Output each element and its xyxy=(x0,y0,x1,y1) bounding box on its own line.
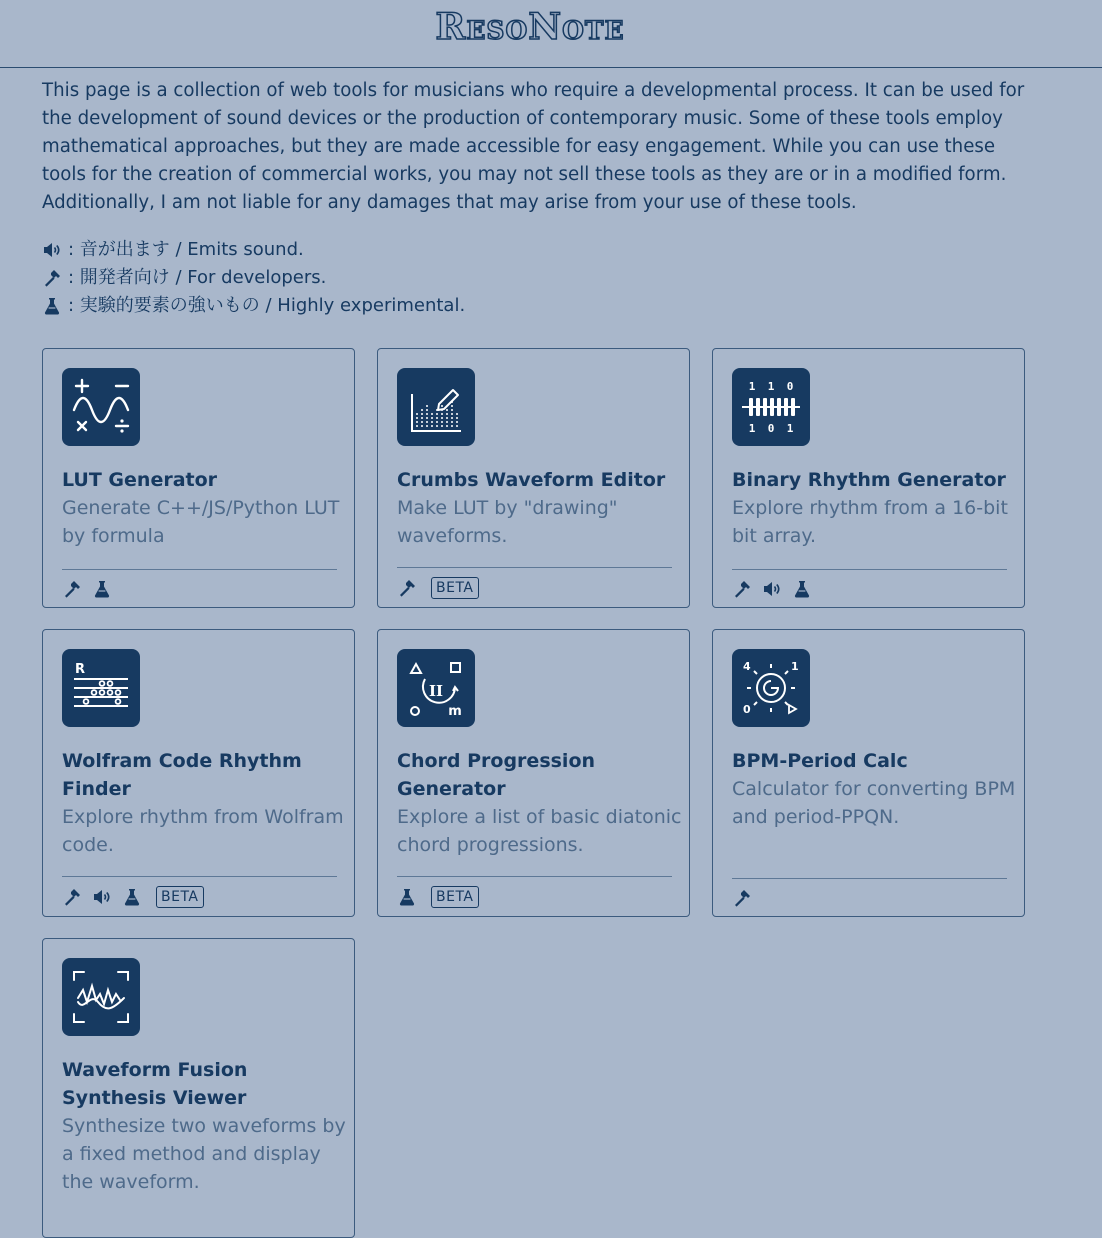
flask-icon xyxy=(92,579,112,599)
icon-legend xyxy=(42,236,465,320)
intro-text: This page is a collection of web tools for musicians who require a developmental process. It can be used for the development of sound devices or the production of contemporary music. Some of these tools employ mathematical approaches, but they are made accessible for easy engagement. While you can use these tools for the creation of commercial works, you may not sell these tools as they are or in a modified form. Additionally, I am not liable for any damages that may arise from your use of these tools. xyxy=(42,80,1025,213)
card-desc: Explore a list of basic diatonic chord progressions. xyxy=(397,806,682,856)
svg-text:0: 0 xyxy=(743,703,751,716)
flask-icon xyxy=(122,887,142,907)
svg-text:1: 1 xyxy=(748,380,756,393)
hammer-icon xyxy=(42,268,62,288)
svg-text:1: 1 xyxy=(786,422,794,435)
card-tags xyxy=(62,886,204,908)
waveform-fusion-icon xyxy=(62,958,140,1036)
flask-icon xyxy=(792,579,812,599)
svg-text:m: m xyxy=(448,704,462,719)
tool-card-wolfram-code-rhythm-finder[interactable] xyxy=(42,629,355,917)
legend-text: : 実験的要素の強いもの / Highly experimental. xyxy=(68,295,466,316)
card-divider xyxy=(397,567,672,568)
card-tags xyxy=(62,579,112,599)
card-desc: Explore rhythm from a 16-bit bit array. xyxy=(732,497,1008,547)
legend-row-developers xyxy=(42,264,465,292)
beta-badge: BETA xyxy=(156,886,204,908)
card-desc: Synthesize two waveforms by a fixed method and display the waveform. xyxy=(62,1115,346,1193)
legend-row-experimental xyxy=(42,292,465,320)
speaker-icon xyxy=(762,579,782,599)
svg-text:0: 0 xyxy=(786,380,794,393)
svg-text:1: 1 xyxy=(748,422,756,435)
beta-badge: BETA xyxy=(431,886,479,908)
tool-card-crumbs-waveform-editor[interactable] xyxy=(377,348,690,608)
hammer-icon xyxy=(62,579,82,599)
card-title: LUT Generator xyxy=(62,469,218,491)
legend-text: : 音が出ます / Emits sound. xyxy=(68,239,304,260)
card-desc: Generate C++/JS/Python LUT by formula xyxy=(62,497,340,547)
hammer-icon xyxy=(732,579,752,599)
card-desc: Explore rhythm from Wolfram code. xyxy=(62,806,344,856)
card-divider xyxy=(732,569,1007,570)
flask-icon xyxy=(397,887,417,907)
hammer-icon xyxy=(397,578,417,598)
svg-text:1: 1 xyxy=(791,660,799,673)
card-title: Chord Progression Generator xyxy=(397,750,596,800)
header xyxy=(0,0,1102,68)
chord-progression-icon xyxy=(397,649,475,727)
tool-card-binary-rhythm-generator[interactable] xyxy=(712,348,1025,608)
tool-card-bpm-period-calc[interactable] xyxy=(712,629,1025,917)
hammer-icon xyxy=(62,887,82,907)
bpm-dial-icon xyxy=(732,649,810,727)
tool-card-waveform-fusion-synthesis-viewer[interactable] xyxy=(42,938,355,1238)
site-logo[interactable]: ResoNote xyxy=(435,6,625,48)
card-tags xyxy=(732,888,752,908)
card-title: Binary Rhythm Generator xyxy=(732,469,1006,491)
card-title: Waveform Fusion Synthesis Viewer xyxy=(62,1059,248,1109)
svg-text:0: 0 xyxy=(767,422,775,435)
svg-text:1: 1 xyxy=(767,380,775,393)
card-divider xyxy=(62,876,337,877)
card-divider xyxy=(62,569,337,570)
speaker-icon xyxy=(92,887,112,907)
tool-card-chord-progression-generator[interactable] xyxy=(377,629,690,917)
svg-text:R: R xyxy=(75,662,86,677)
wolfram-rhythm-icon xyxy=(62,649,140,727)
card-desc: Calculator for converting BPM and period-PPQN. xyxy=(732,778,1016,828)
card-divider xyxy=(732,878,1007,879)
card-desc: Make LUT by "drawing" waveforms. xyxy=(397,497,618,547)
tool-card-lut-generator[interactable] xyxy=(42,348,355,608)
card-title: Wolfram Code Rhythm Finder xyxy=(62,750,302,800)
svg-text:II: II xyxy=(428,682,444,700)
speaker-icon xyxy=(42,240,62,260)
formula-icon xyxy=(62,368,140,446)
legend-row-sound xyxy=(42,236,465,264)
hammer-icon xyxy=(732,888,752,908)
beta-badge: BETA xyxy=(431,577,479,599)
legend-text: : 開発者向け / For developers. xyxy=(68,267,327,288)
card-title: Crumbs Waveform Editor xyxy=(397,469,666,491)
flask-icon xyxy=(42,296,62,316)
card-tags xyxy=(732,579,812,599)
binary-rhythm-icon xyxy=(732,368,810,446)
card-tags xyxy=(397,577,479,599)
svg-text:4: 4 xyxy=(743,660,751,673)
card-title: BPM-Period Calc xyxy=(732,750,908,772)
card-divider xyxy=(397,876,672,877)
card-tags xyxy=(397,886,479,908)
waveform-draw-icon xyxy=(397,368,475,446)
